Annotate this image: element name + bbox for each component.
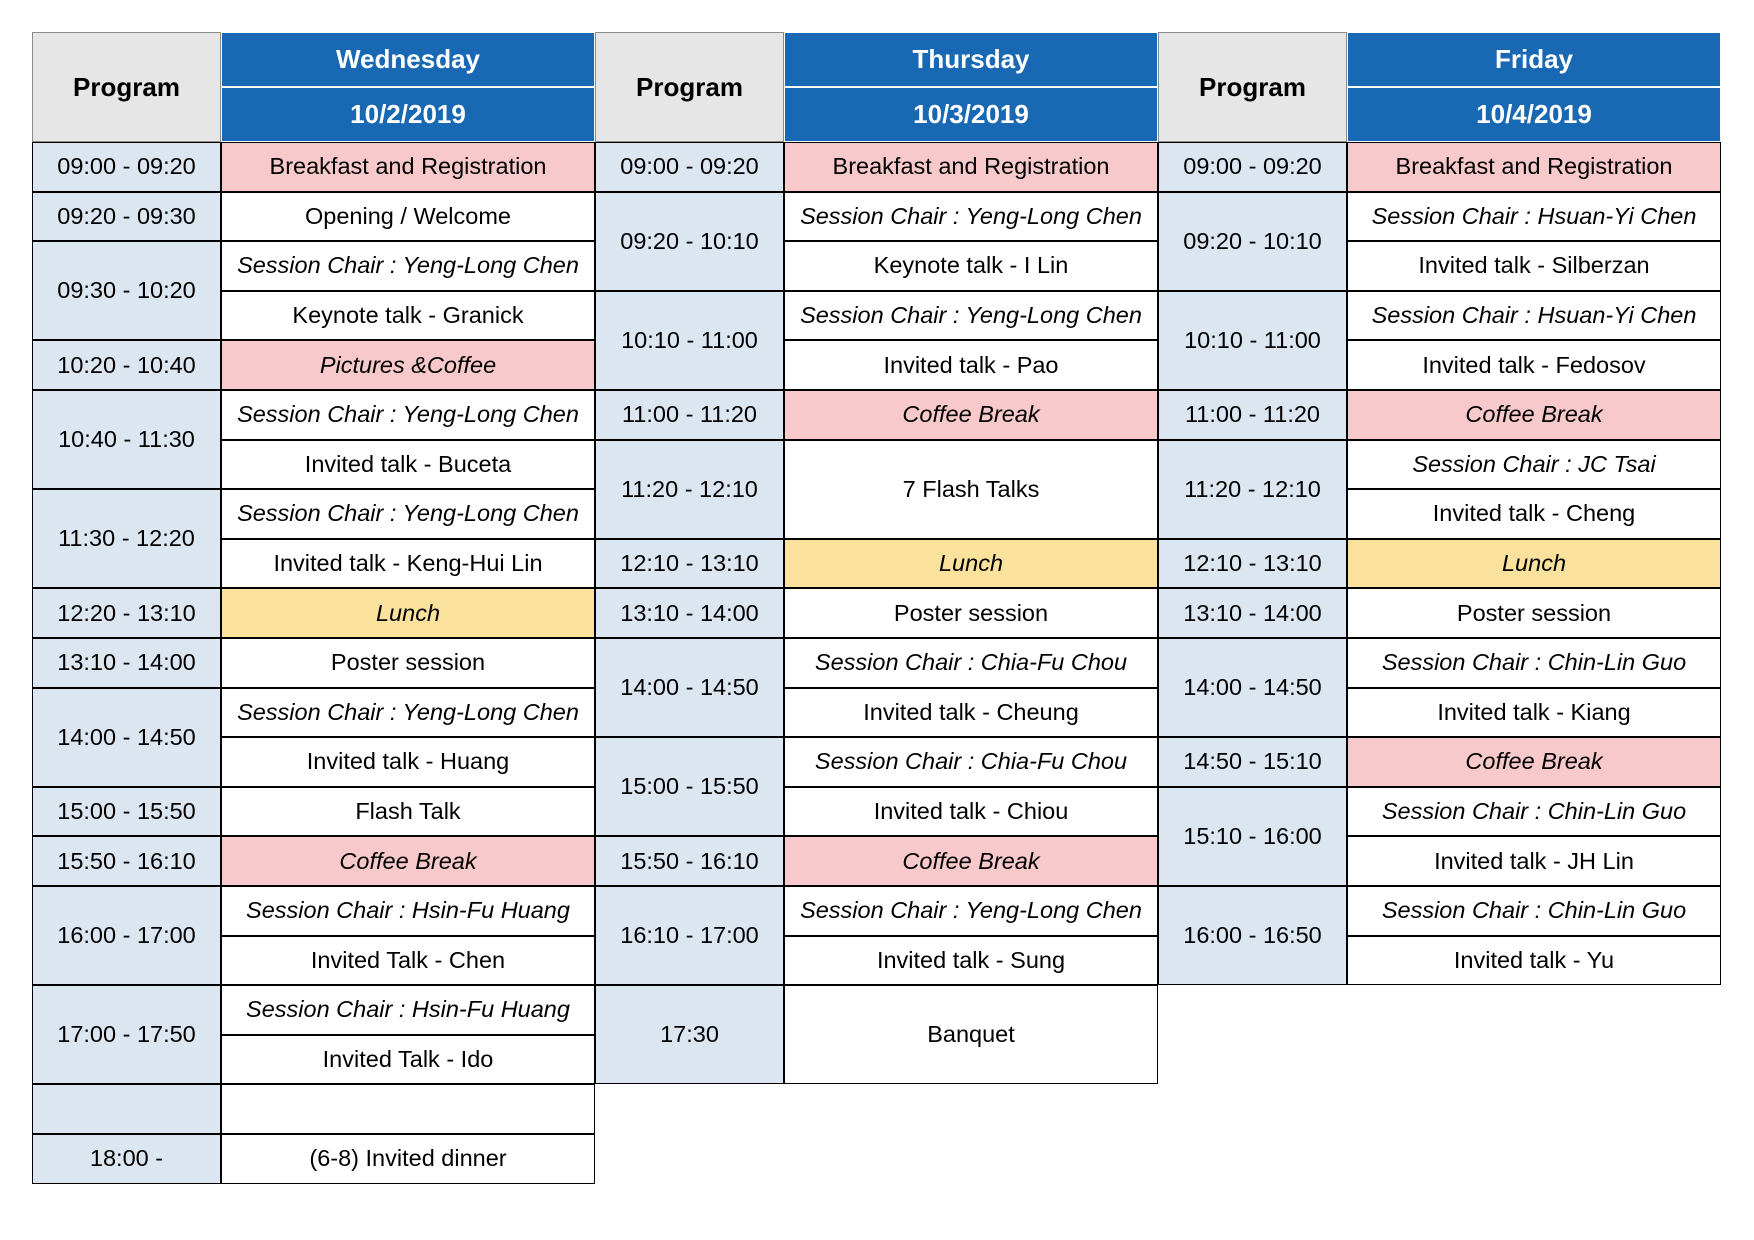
time-slot: 10:20 - 10:40 xyxy=(32,340,221,390)
time-slot: 09:00 - 09:20 xyxy=(1158,142,1347,192)
time-slot: 11:20 - 12:10 xyxy=(1158,440,1347,539)
break-event: Coffee Break xyxy=(1347,390,1721,440)
break-event: Pictures &Coffee xyxy=(221,340,595,390)
schedule-event: Poster session xyxy=(1347,588,1721,638)
session-chair: Session Chair : Yeng-Long Chen xyxy=(221,390,595,440)
program-header-wednesday: Program xyxy=(32,32,221,142)
program-header-friday: Program xyxy=(1158,32,1347,142)
time-slot: 15:00 - 15:50 xyxy=(595,737,784,836)
schedule-event: Invited talk - Buceta xyxy=(221,440,595,490)
day-header-thursday: Thursday xyxy=(784,32,1158,87)
time-slot: 10:10 - 11:00 xyxy=(595,291,784,390)
time-slot: 14:00 - 14:50 xyxy=(32,688,221,787)
break-event: Breakfast and Registration xyxy=(784,142,1158,192)
time-slot: 12:10 - 13:10 xyxy=(1158,539,1347,589)
schedule-event: Invited Talk - Chen xyxy=(221,936,595,986)
time-slot: 13:10 - 14:00 xyxy=(32,638,221,688)
schedule-event: Invited talk - Cheng xyxy=(1347,489,1721,539)
date-header-wednesday: 10/2/2019 xyxy=(221,87,595,142)
time-slot: 16:10 - 17:00 xyxy=(595,886,784,985)
program-header-thursday: Program xyxy=(595,32,784,142)
schedule-event: Invited talk - Keng-Hui Lin xyxy=(221,539,595,589)
session-chair: Session Chair : Hsuan-Yi Chen xyxy=(1347,192,1721,242)
schedule-event: Invited talk - JH Lin xyxy=(1347,836,1721,886)
break-event: Coffee Break xyxy=(1347,737,1721,787)
time-slot: 09:30 - 10:20 xyxy=(32,241,221,340)
time-slot: 11:20 - 12:10 xyxy=(595,440,784,539)
break-event: Coffee Break xyxy=(784,390,1158,440)
time-slot: 16:00 - 16:50 xyxy=(1158,886,1347,985)
schedule-event: Opening / Welcome xyxy=(221,192,595,242)
break-event: Coffee Break xyxy=(221,836,595,886)
time-slot: 14:00 - 14:50 xyxy=(595,638,784,737)
lunch-event: Lunch xyxy=(221,588,595,638)
schedule-event: 7 Flash Talks xyxy=(784,440,1158,539)
break-event: Breakfast and Registration xyxy=(1347,142,1721,192)
time-slot: 09:20 - 10:10 xyxy=(1158,192,1347,291)
time-slot: 09:00 - 09:20 xyxy=(32,142,221,192)
time-slot xyxy=(32,1084,221,1134)
session-chair: Session Chair : Yeng-Long Chen xyxy=(784,886,1158,936)
schedule-event: Invited talk - Huang xyxy=(221,737,595,787)
session-chair: Session Chair : Chin-Lin Guo xyxy=(1347,638,1721,688)
session-chair: Session Chair : Chia-Fu Chou xyxy=(784,737,1158,787)
time-slot: 16:00 - 17:00 xyxy=(32,886,221,985)
time-slot: 15:50 - 16:10 xyxy=(32,836,221,886)
date-header-thursday: 10/3/2019 xyxy=(784,87,1158,142)
time-slot: 11:00 - 11:20 xyxy=(595,390,784,440)
time-slot: 17:30 xyxy=(595,985,784,1084)
schedule-event: Invited Talk - Ido xyxy=(221,1035,595,1085)
time-slot: 13:10 - 14:00 xyxy=(1158,588,1347,638)
schedule-event: (6-8) Invited dinner xyxy=(221,1134,595,1184)
session-chair: Session Chair : Hsin-Fu Huang xyxy=(221,985,595,1035)
time-slot: 10:10 - 11:00 xyxy=(1158,291,1347,390)
session-chair: Session Chair : Chin-Lin Guo xyxy=(1347,886,1721,936)
schedule-event: Invited talk - Silberzan xyxy=(1347,241,1721,291)
time-slot: 09:00 - 09:20 xyxy=(595,142,784,192)
session-chair: Session Chair : Yeng-Long Chen xyxy=(221,489,595,539)
schedule-event: Poster session xyxy=(221,638,595,688)
time-slot: 14:50 - 15:10 xyxy=(1158,737,1347,787)
session-chair: Session Chair : Chin-Lin Guo xyxy=(1347,787,1721,837)
time-slot: 11:30 - 12:20 xyxy=(32,489,221,588)
time-slot: 15:00 - 15:50 xyxy=(32,787,221,837)
schedule-event: Invited talk - Sung xyxy=(784,936,1158,986)
schedule-event: Invited talk - Fedosov xyxy=(1347,340,1721,390)
schedule-event: Invited talk - Kiang xyxy=(1347,688,1721,738)
time-slot: 09:20 - 09:30 xyxy=(32,192,221,242)
break-event: Breakfast and Registration xyxy=(221,142,595,192)
schedule-event: Poster session xyxy=(784,588,1158,638)
time-slot: 14:00 - 14:50 xyxy=(1158,638,1347,737)
schedule-event: Invited talk - Cheung xyxy=(784,688,1158,738)
session-chair: Session Chair : Chia-Fu Chou xyxy=(784,638,1158,688)
session-chair: Session Chair : Hsuan-Yi Chen xyxy=(1347,291,1721,341)
lunch-event: Lunch xyxy=(784,539,1158,589)
time-slot: 17:00 - 17:50 xyxy=(32,985,221,1084)
time-slot: 12:20 - 13:10 xyxy=(32,588,221,638)
day-header-wednesday: Wednesday xyxy=(221,32,595,87)
time-slot: 12:10 - 13:10 xyxy=(595,539,784,589)
session-chair: Session Chair : Yeng-Long Chen xyxy=(784,192,1158,242)
session-chair: Session Chair : JC Tsai xyxy=(1347,440,1721,490)
break-event: Coffee Break xyxy=(784,836,1158,886)
time-slot: 13:10 - 14:00 xyxy=(595,588,784,638)
session-chair: Session Chair : Hsin-Fu Huang xyxy=(221,886,595,936)
schedule-event: Keynote talk - Granick xyxy=(221,291,595,341)
time-slot: 15:50 - 16:10 xyxy=(595,836,784,886)
time-slot: 10:40 - 11:30 xyxy=(32,390,221,489)
schedule-event: Banquet xyxy=(784,985,1158,1084)
session-chair: Session Chair : Yeng-Long Chen xyxy=(784,291,1158,341)
session-chair: Session Chair : Yeng-Long Chen xyxy=(221,241,595,291)
schedule-event xyxy=(221,1084,595,1134)
schedule-event: Invited talk - Chiou xyxy=(784,787,1158,837)
time-slot: 09:20 - 10:10 xyxy=(595,192,784,291)
time-slot: 15:10 - 16:00 xyxy=(1158,787,1347,886)
schedule-event: Invited talk - Pao xyxy=(784,340,1158,390)
session-chair: Session Chair : Yeng-Long Chen xyxy=(221,688,595,738)
time-slot: 18:00 - xyxy=(32,1134,221,1184)
schedule-event: Flash Talk xyxy=(221,787,595,837)
day-header-friday: Friday xyxy=(1347,32,1721,87)
schedule-event: Keynote talk - I Lin xyxy=(784,241,1158,291)
lunch-event: Lunch xyxy=(1347,539,1721,589)
schedule-event: Invited talk - Yu xyxy=(1347,936,1721,986)
date-header-friday: 10/4/2019 xyxy=(1347,87,1721,142)
time-slot: 11:00 - 11:20 xyxy=(1158,390,1347,440)
